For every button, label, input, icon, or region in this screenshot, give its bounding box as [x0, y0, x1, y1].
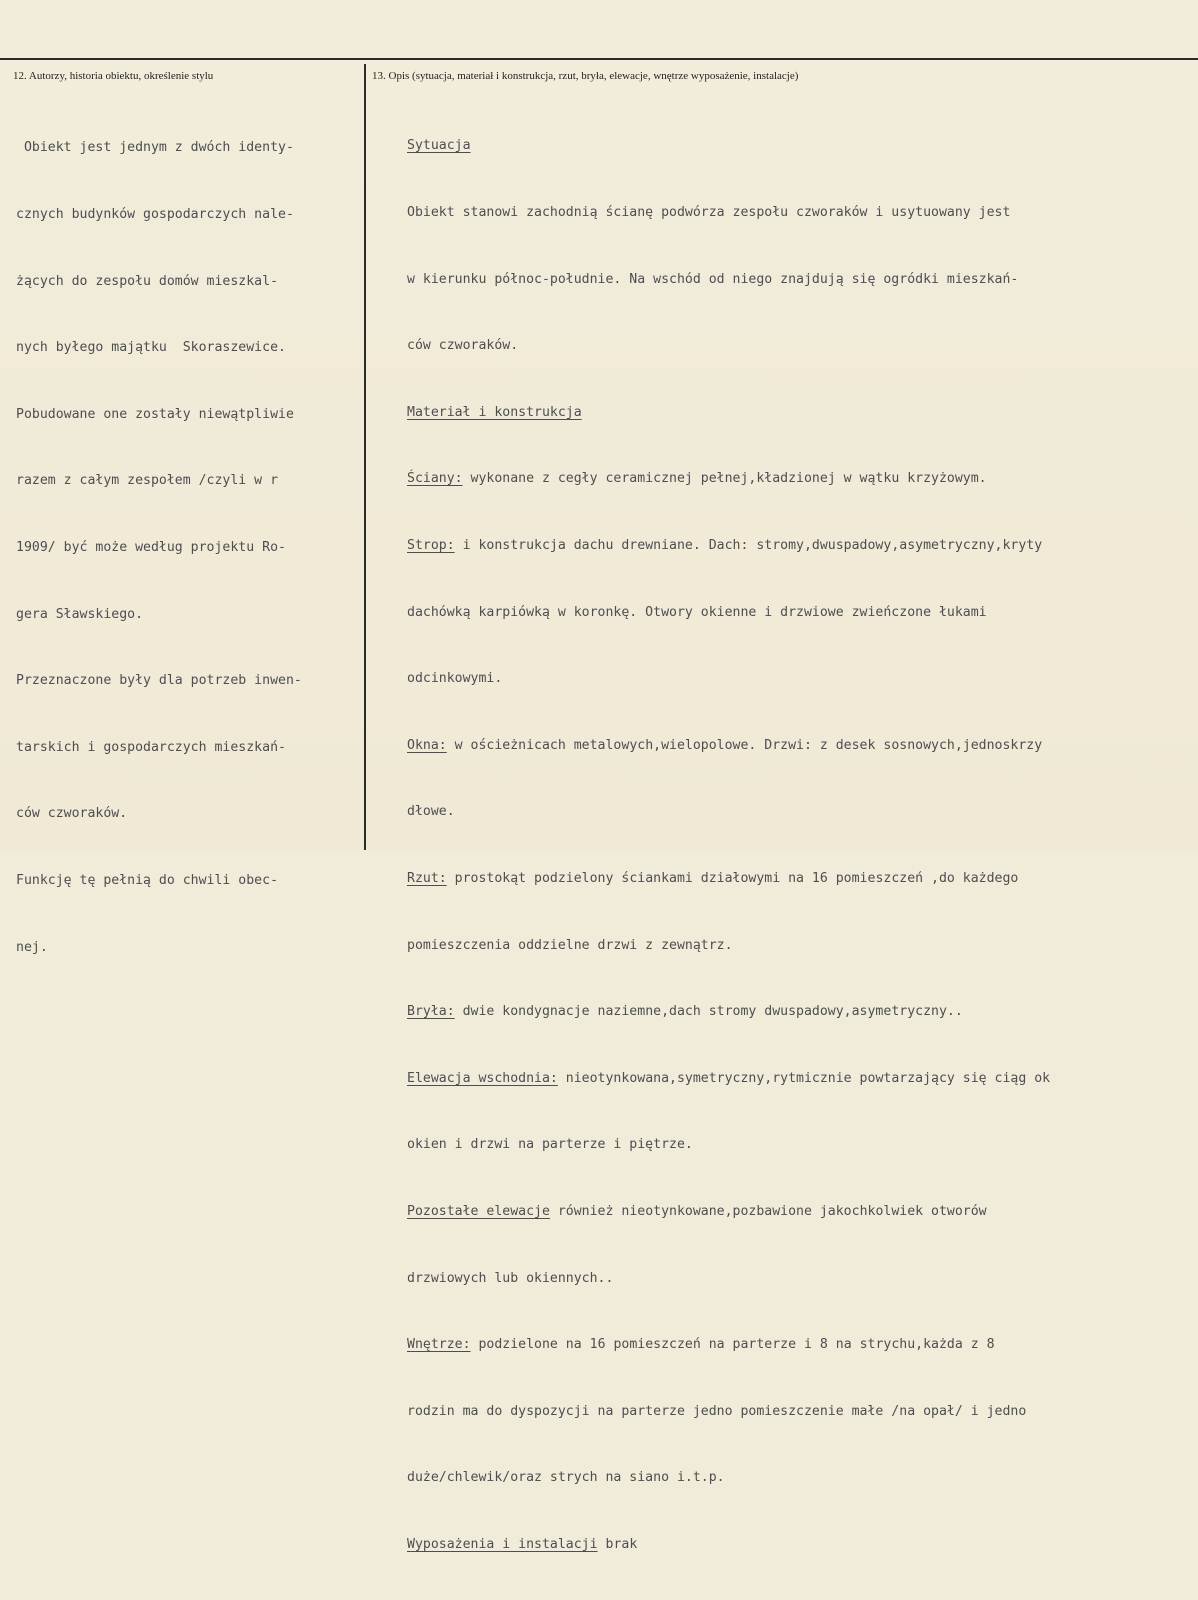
- description-label: Pozostałe elewacje: [407, 1203, 550, 1219]
- description-body: duże/chlewik/oraz strych na siano i.t.p.: [407, 1470, 725, 1486]
- description-body: rodzin ma do dyspozycji na parterze jedno pomieszczenie małe /na opał/ i jedno: [407, 1403, 1027, 1419]
- description-body: ców czworaków.: [407, 338, 519, 354]
- description-line: [407, 602, 1197, 624]
- history-line: Funkcję tę pełnią do chwili obec-: [16, 872, 279, 888]
- description-line: [407, 735, 1197, 757]
- history-line: Przeznaczone były dla potrzeb inwen-: [16, 673, 302, 689]
- description-line: [407, 1134, 1197, 1156]
- description-body: dwie kondygnacje naziemne,dach stromy dwuspadowy,asymetryczny..: [454, 1004, 963, 1020]
- description-label: Materiał i konstrukcja: [407, 404, 582, 420]
- history-line: nych byłego majątku Skoraszewice.: [16, 340, 286, 356]
- history-line: Pobudowane one zostały niewątpliwie: [16, 406, 294, 422]
- history-text: [16, 93, 361, 1003]
- column-divider: [364, 64, 366, 850]
- section-12-heading: 12. Autorzy, historia obiektu, określenie stylu: [13, 70, 214, 82]
- description-body: w ościeżnicach metalowych,wielopolowe. Drzwi: z desek sosnowych,jednoskrzy: [446, 737, 1043, 753]
- history-line: 1909/ być może według projektu Ro-: [16, 539, 286, 555]
- history-line: nej.: [16, 939, 48, 955]
- description-line: [407, 202, 1197, 224]
- description-line: [407, 1201, 1197, 1223]
- description-line: [407, 1401, 1197, 1423]
- description-body: Obiekt stanowi zachodnią ścianę podwórza zespołu czworaków i usytuowany jest: [407, 205, 1011, 220]
- description-body: i konstrukcja dachu drewniane. Dach: stromy,dwuspadowy,asymetryczny,kryty: [454, 537, 1043, 553]
- history-line: żących do zespołu domów mieszkal-: [16, 273, 279, 289]
- description-line: [407, 668, 1197, 690]
- description-body: w kierunku północ-południe. Na wschód od niego znajdują się ogródki mieszkań-: [407, 271, 1019, 287]
- history-line: cznych budynków gospodarczych nale-: [16, 207, 294, 222]
- description-body: okien i drzwi na parterze i piętrze.: [407, 1137, 693, 1153]
- description-body: dachówką karpiówką w koronkę. Otwory okienne i drzwiowe zwieńczone łukami: [407, 604, 987, 620]
- description-label: Rzut:: [407, 870, 447, 886]
- description-body: brak: [597, 1536, 638, 1552]
- description-body: drzwiowych lub okiennych..: [407, 1270, 614, 1286]
- description-body: prostokąt podzielony ściankami działowymi na 16 pomieszczeń ,do każdego: [446, 870, 1019, 886]
- description-line: [407, 135, 1197, 157]
- description-label: Okna:: [407, 737, 447, 753]
- description-line: [407, 269, 1197, 291]
- description-label: Wyposażenia i instalacji: [407, 1536, 598, 1552]
- description-label: Elewacja wschodnia:: [407, 1070, 558, 1086]
- description-line: [407, 1268, 1197, 1290]
- description-line: [407, 935, 1197, 957]
- description-line: [407, 801, 1197, 823]
- description-body: podzielone na 16 pomieszczeń na parterze i 8 na strychu,każda z 8: [470, 1337, 995, 1353]
- description-label: Bryła:: [407, 1004, 455, 1020]
- description-line: [407, 468, 1197, 490]
- description-body: nieotynkowana,symetryczny,rytmicznie powtarzający się ciąg ok: [557, 1070, 1051, 1086]
- history-line: tarskich i gospodarczych mieszkań-: [16, 739, 286, 755]
- description-label: Ściany:: [407, 471, 463, 487]
- top-rule: [0, 58, 1198, 60]
- description-line: [407, 1334, 1197, 1356]
- section-13-heading: 13. Opis (sytuacja, materiał i konstrukcja, rzut, bryła, elewacje, wnętrze wyposażenie, instalacje): [372, 70, 799, 82]
- history-line: ców czworaków.: [16, 806, 128, 822]
- description-line: [407, 402, 1197, 424]
- description-text: [407, 91, 1197, 1600]
- description-body: odcinkowymi.: [407, 671, 503, 687]
- description-label: Wnętrze:: [407, 1337, 471, 1353]
- description-body: pomieszczenia oddzielne drzwi z zewnątrz.: [407, 937, 733, 953]
- description-label: Strop:: [407, 537, 455, 553]
- description-line: [407, 1001, 1197, 1023]
- history-line: Obiekt jest jednym z dwóch identy-: [16, 140, 294, 156]
- description-line: [407, 1068, 1197, 1090]
- description-body: wykonane z cegły ceramicznej pełnej,kładzionej w wątku krzyżowym.: [462, 471, 987, 487]
- description-body: również nieotynkowane,pozbawione jakochkolwiek otworów: [549, 1203, 987, 1219]
- description-label: Sytuacja: [407, 138, 471, 154]
- history-line: gera Sławskiego.: [16, 606, 144, 622]
- description-line: [407, 335, 1197, 357]
- description-line: [407, 1467, 1197, 1489]
- description-body: dłowe.: [407, 804, 455, 820]
- description-line: [407, 1534, 1197, 1556]
- description-line: [407, 868, 1197, 890]
- description-line: [407, 535, 1197, 557]
- history-line: razem z całym zespołem /czyli w r: [16, 473, 279, 489]
